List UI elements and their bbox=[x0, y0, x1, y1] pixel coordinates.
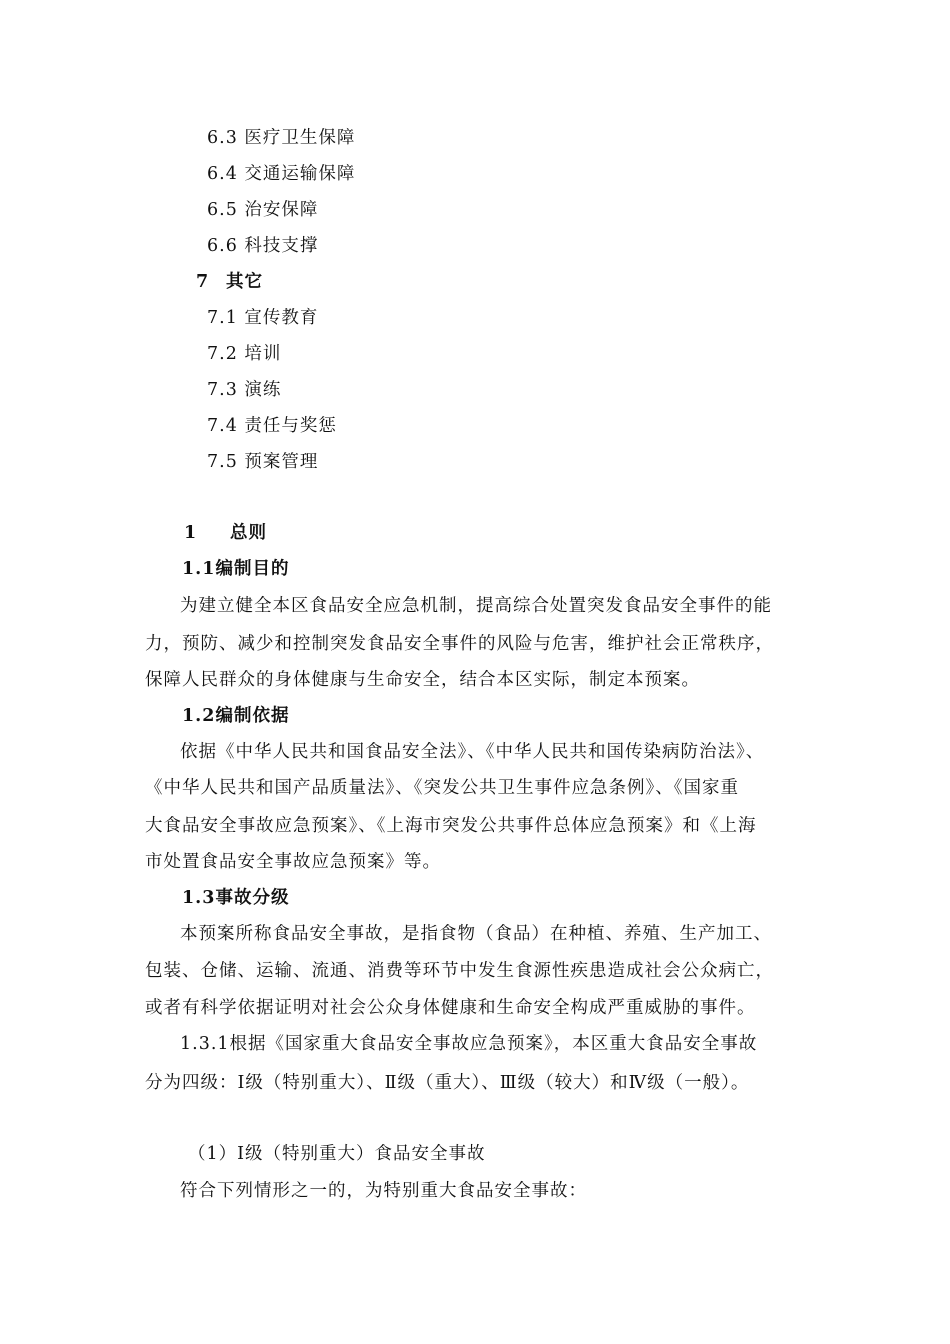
section-title: 总则 bbox=[230, 523, 267, 543]
toc-item-7-5 bbox=[207, 451, 318, 473]
toc-text: 预案管理 bbox=[244, 452, 319, 472]
toc-text: 责任与奖惩 bbox=[244, 416, 337, 436]
toc-item-7-2 bbox=[207, 343, 281, 365]
toc-text: 治安保障 bbox=[244, 200, 319, 220]
toc-number: 7.5 bbox=[207, 452, 238, 472]
toc-number: 6.5 bbox=[207, 200, 238, 220]
subsection-heading-1-2: 1.2编制依据 bbox=[182, 706, 290, 726]
paragraph-line: 依据《中华人民共和国食品安全法》、《中华人民共和国传染病防治法》、 bbox=[180, 742, 765, 762]
toc-item-7-3 bbox=[207, 379, 281, 401]
toc-text: 医疗卫生保障 bbox=[244, 128, 356, 148]
section-heading-1 bbox=[184, 522, 267, 544]
paragraph-line: 1.3.1根据《国家重大食品安全事故应急预案》，本区重大食品安全事故 bbox=[180, 1034, 758, 1054]
subsection-heading-1-1: 1.1编制目的 bbox=[182, 559, 290, 579]
paragraph-line: 市处置食品安全事故应急预案》等。 bbox=[145, 852, 441, 872]
toc-number: 7.4 bbox=[207, 416, 238, 436]
section-number: 1 bbox=[184, 523, 198, 543]
toc-number: 6.3 bbox=[207, 128, 238, 148]
toc-item-7-1 bbox=[207, 307, 318, 329]
toc-item-7-4 bbox=[207, 415, 337, 437]
toc-number: 6.6 bbox=[207, 236, 238, 256]
paragraph-line: 本预案所称食品安全事故，是指食物（食品）在种植、养殖、生产加工、 bbox=[180, 924, 772, 944]
toc-text: 培训 bbox=[244, 344, 282, 364]
toc-item-6-5 bbox=[207, 199, 318, 221]
paragraph-line: 或者有科学依据证明对社会公众身体健康和生命安全构成严重威胁的事件。 bbox=[145, 998, 756, 1018]
toc-item-6-4 bbox=[207, 163, 355, 185]
toc-number: 7.3 bbox=[207, 380, 238, 400]
paragraph-line: 符合下列情形之一的，为特别重大食品安全事故： bbox=[180, 1181, 587, 1201]
paragraph-line: 分为四级：Ⅰ级（特别重大）、Ⅱ级（重大）、Ⅲ级（较大）和Ⅳ级（一般）。 bbox=[145, 1073, 750, 1093]
level-1-title: （1）Ⅰ级（特别重大）食品安全事故 bbox=[188, 1144, 486, 1164]
toc-text: 科技支撑 bbox=[244, 236, 319, 256]
toc-text: 交通运输保障 bbox=[244, 164, 356, 184]
toc-text: 演练 bbox=[244, 380, 282, 400]
toc-item-6-3 bbox=[207, 127, 355, 149]
paragraph-line: 包装、仓储、运输、流通、消费等环节中发生食源性疾患造成社会公众病亡， bbox=[145, 961, 774, 981]
subsection-heading-1-3: 1.3事故分级 bbox=[182, 888, 290, 908]
paragraph-line: 保障人民群众的身体健康与生命安全，结合本区实际，制定本预案。 bbox=[145, 670, 700, 690]
toc-number: 7.2 bbox=[207, 344, 238, 364]
toc-number: 7 bbox=[196, 272, 210, 292]
paragraph-line: 为建立健全本区食品安全应急机制，提高综合处置突发食品安全事件的能 bbox=[180, 596, 772, 616]
toc-item-7 bbox=[196, 271, 263, 293]
toc-text: 其它 bbox=[226, 272, 263, 292]
toc-number: 7.1 bbox=[207, 308, 238, 328]
paragraph-line: 力，预防、减少和控制突发食品安全事件的风险与危害，维护社会正常秩序， bbox=[145, 634, 774, 654]
toc-text: 宣传教育 bbox=[244, 308, 319, 328]
toc-number: 6.4 bbox=[207, 164, 238, 184]
paragraph-line: 大食品安全事故应急预案》、《上海市突发公共事件总体应急预案》和《上海 bbox=[145, 816, 757, 836]
toc-item-6-6 bbox=[207, 235, 318, 257]
paragraph-line: 《中华人民共和国产品质量法》、《突发公共卫生事件应急条例》、《国家重 bbox=[145, 778, 739, 798]
